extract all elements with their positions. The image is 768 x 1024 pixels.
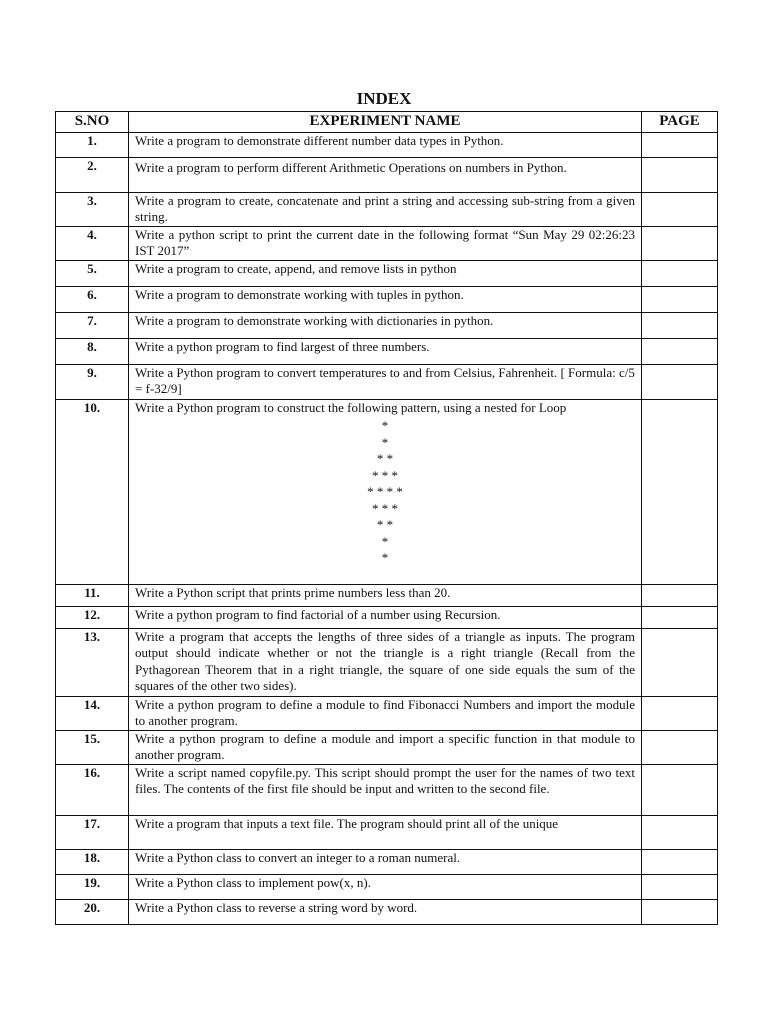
row-experiment: Write a python program to define a module to find Fibonacci Numbers and import the module to another program. (129, 697, 642, 731)
row-page (642, 261, 718, 287)
row-experiment-pattern-cell (129, 400, 642, 585)
row-page (642, 816, 718, 850)
row-experiment: Write a Python script that prints prime numbers less than 20. (129, 585, 642, 607)
table-row (56, 816, 718, 850)
row-sno: 2. (56, 158, 129, 193)
row-sno: 1. (56, 133, 129, 158)
row-experiment: Write a program to demonstrate working with dictionaries in python. (129, 313, 642, 339)
row-experiment: Write a program to create, append, and remove lists in python (129, 261, 642, 287)
pattern-line: * * * * (367, 484, 403, 500)
table-row (56, 313, 718, 339)
table-row (56, 731, 718, 765)
row-page (642, 287, 718, 313)
table-row (56, 850, 718, 875)
row-sno: 3. (56, 193, 129, 227)
row-sno: 20. (56, 900, 129, 925)
row-page (642, 158, 718, 193)
row-sno: 9. (56, 365, 129, 400)
row-sno: 18. (56, 850, 129, 875)
row-page (642, 400, 718, 585)
row-page (642, 607, 718, 629)
row-experiment: Write a script named copyfile.py. This script should prompt the user for the names of two text files. The contents of the first file should be input and written to the second file. (129, 765, 642, 816)
table-row (56, 339, 718, 365)
table-row (56, 400, 718, 585)
row-page (642, 629, 718, 697)
table-row (56, 133, 718, 158)
header-page: PAGE (642, 112, 718, 133)
row-page (642, 227, 718, 261)
table-row (56, 585, 718, 607)
row-page (642, 313, 718, 339)
row-page (642, 697, 718, 731)
row-page (642, 133, 718, 158)
table-row (56, 158, 718, 193)
row-page (642, 365, 718, 400)
row-experiment: Write a program to demonstrate working with tuples in python. (129, 287, 642, 313)
pattern-line: * * * (372, 500, 398, 516)
row-experiment: Write a program to demonstrate different number data types in Python. (129, 133, 642, 158)
row-sno: 4. (56, 227, 129, 261)
row-page (642, 585, 718, 607)
row-sno: 8. (56, 339, 129, 365)
row-page (642, 193, 718, 227)
header-sno: S.NO (56, 112, 129, 133)
row-experiment: Write a program that accepts the lengths of three sides of a triangle as inputs. The program output should indicate whether or not the triangle is a right triangle (Recall from the Pythagorean Theorem that in a right triangle, the square of one side equals the sum of the squares of the other two sides). (129, 629, 642, 697)
row-sno: 7. (56, 313, 129, 339)
pattern-line: * (381, 434, 389, 450)
pattern-line: * * (376, 517, 394, 533)
row-experiment: Write a python program to find factorial of a number using Recursion. (129, 607, 642, 629)
row-experiment: Write a Python class to implement pow(x, n). (129, 875, 642, 900)
table-row (56, 875, 718, 900)
row-sno: 19. (56, 875, 129, 900)
row-page (642, 339, 718, 365)
table-row (56, 227, 718, 261)
row-sno: 10. (56, 400, 129, 585)
row-sno: 16. (56, 765, 129, 816)
header-experiment-name: EXPERIMENT NAME (129, 112, 642, 133)
row-experiment: Write a Python program to construct the following pattern, using a nested for Loop (135, 400, 567, 415)
row-sno: 14. (56, 697, 129, 731)
table-row (56, 629, 718, 697)
row-sno: 11. (56, 585, 129, 607)
index-table (55, 111, 718, 925)
pattern-line: * * (376, 451, 394, 467)
row-experiment: Write a Python program to convert temperatures to and from Celsius, Fahrenheit. [ Formula: c/5 = f-32/9] (129, 365, 642, 400)
row-sno: 6. (56, 287, 129, 313)
table-row (56, 765, 718, 816)
row-experiment: Write a program that inputs a text file. The program should print all of the unique (129, 816, 642, 850)
page-title: INDEX (356, 89, 412, 108)
row-sno: 15. (56, 731, 129, 765)
row-experiment: Write a Python class to reverse a string word by word. (129, 900, 642, 925)
row-experiment: Write a python program to find largest of three numbers. (129, 339, 642, 365)
star-pattern (135, 418, 635, 567)
row-experiment: Write a Python class to convert an integer to a roman numeral. (129, 850, 642, 875)
pattern-line: * (381, 550, 389, 566)
table-row (56, 193, 718, 227)
header-row (56, 112, 718, 133)
table-row (56, 261, 718, 287)
row-page (642, 731, 718, 765)
row-sno: 5. (56, 261, 129, 287)
table-row (56, 287, 718, 313)
row-page (642, 850, 718, 875)
row-page (642, 900, 718, 925)
row-page (642, 875, 718, 900)
pattern-line: * * * (372, 467, 398, 483)
row-experiment: Write a python script to print the current date in the following format “Sun May 29 02:26:23 IST 2017” (129, 227, 642, 261)
table-row (56, 697, 718, 731)
pattern-line: * (381, 418, 389, 434)
table-row (56, 365, 718, 400)
row-sno: 17. (56, 816, 129, 850)
table-row (56, 607, 718, 629)
row-page (642, 765, 718, 816)
pattern-line: * (381, 533, 389, 549)
table-row (56, 900, 718, 925)
row-sno: 13. (56, 629, 129, 697)
row-experiment: Write a program to perform different Arithmetic Operations on numbers in Python. (129, 158, 642, 193)
row-experiment: Write a python program to define a module and import a specific function in that module to another program. (129, 731, 642, 765)
row-sno: 12. (56, 607, 129, 629)
row-experiment: Write a program to create, concatenate and print a string and accessing sub-string from a given string. (129, 193, 642, 227)
